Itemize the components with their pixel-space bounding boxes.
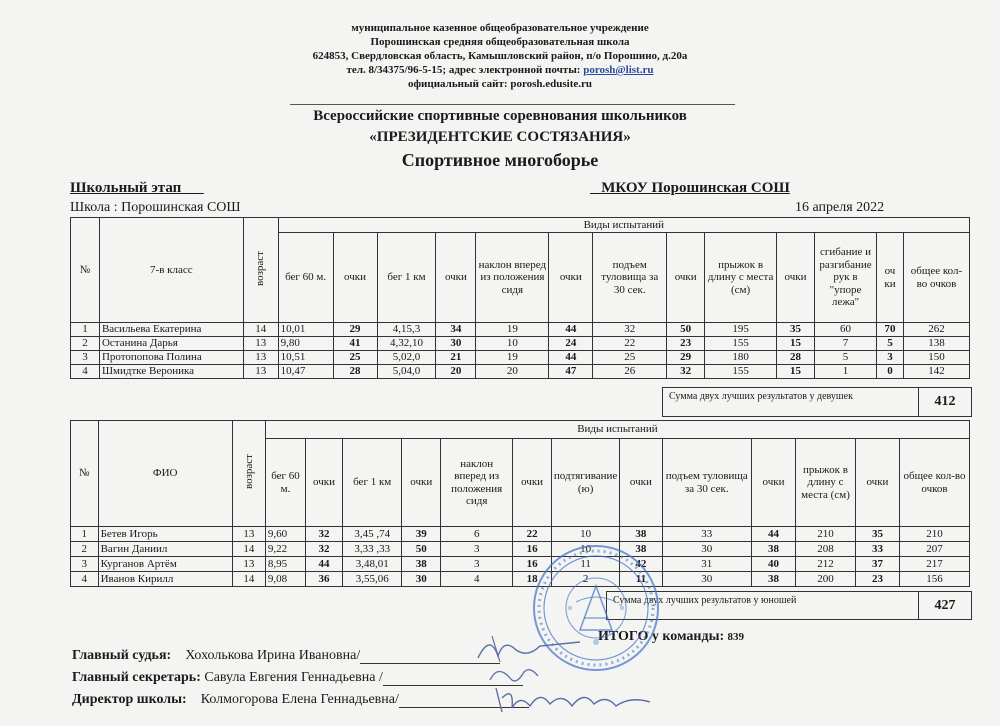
girls-col-header: оч ки: [877, 233, 904, 323]
cell-p3: 18: [513, 572, 552, 587]
table-row: [71, 337, 970, 351]
girls-col-header: бег 1 км: [377, 233, 436, 323]
cell-p6: 33: [855, 542, 899, 557]
director-role: Директор школы:: [72, 692, 187, 707]
cell-p5: 44: [752, 527, 796, 542]
cell-name: Курганов Артём: [98, 557, 232, 572]
girls-col-header: подъем туловища за 30 сек.: [593, 233, 667, 323]
cell-p4: 23: [667, 337, 705, 351]
cell-age: 13: [232, 557, 265, 572]
cell-n: 1: [71, 527, 99, 542]
cell-p5: 40: [752, 557, 796, 572]
girls-col-header: очки: [667, 233, 705, 323]
cell-bend: 19: [476, 351, 549, 365]
boys-col-header: очки: [513, 439, 552, 527]
cell-total: 150: [903, 351, 969, 365]
cell-bend: 6: [441, 527, 513, 542]
cell-p2: 39: [402, 527, 441, 542]
title-event: «ПРЕЗИДЕНТСКИЕ СОСТЯЗАНИЯ»: [369, 129, 631, 145]
cell-p2: 20: [436, 365, 476, 379]
cell-total: 156: [899, 572, 969, 587]
cell-situps: 25: [593, 351, 667, 365]
girls-col-header: сгибание и разгибание рук в "упоре лежа": [815, 233, 877, 323]
table-row: [71, 527, 970, 542]
cell-jump: 180: [705, 351, 777, 365]
cell-pushups: 1: [815, 365, 877, 379]
cell-total: 138: [903, 337, 969, 351]
org-address: 624853, Свердловская область, Камышловский район, п/о Порошино, д.20а: [312, 50, 688, 62]
team-total-label: ИТОГО у команды:: [598, 629, 725, 644]
cell-p6: 0: [877, 365, 904, 379]
cell-name: Васильева Екатерина: [99, 323, 243, 337]
girls-sum-box: [662, 387, 972, 417]
cell-bend: 4: [441, 572, 513, 587]
cell-p3: 22: [513, 527, 552, 542]
cell-p3: 47: [549, 365, 593, 379]
cell-n: 1: [71, 323, 100, 337]
school-line: Школа : Порошинская СОШ: [70, 200, 241, 215]
cell-p2: 38: [402, 557, 441, 572]
boys-col-header: очки: [620, 439, 662, 527]
org-site: официальный сайт: porosh.edusite.ru: [407, 78, 593, 90]
tests-group-header: Виды испытаний: [265, 421, 969, 439]
cell-n: 4: [71, 365, 100, 379]
col-num: №: [71, 218, 100, 323]
email-link[interactable]: porosh@list.ru: [583, 64, 654, 76]
cell-p5: 38: [752, 542, 796, 557]
cell-pullups: 10: [551, 527, 619, 542]
girls-col-header: бег 60 м.: [278, 233, 333, 323]
cell-p4: 38: [620, 527, 662, 542]
cell-run60: 8,95: [265, 557, 305, 572]
cell-run1k: 3,45 ,74: [342, 527, 402, 542]
cell-p1: 29: [333, 323, 377, 337]
cell-run1k: 5,02,0: [377, 351, 436, 365]
cell-p2: 21: [436, 351, 476, 365]
stage-label: Школьный этап: [70, 180, 182, 196]
cell-run60: 10,01: [278, 323, 333, 337]
cell-age: 14: [232, 542, 265, 557]
boys-col-header: подъем туловища за 30 сек.: [662, 439, 751, 527]
cell-pullups: 10: [551, 542, 619, 557]
cell-situps: 30: [662, 572, 751, 587]
cell-total: 207: [899, 542, 969, 557]
cell-age: 13: [243, 351, 278, 365]
cell-p6: 3: [877, 351, 904, 365]
cell-name: Протопопова Полина: [99, 351, 243, 365]
girls-results-table: [70, 217, 970, 379]
cell-run1k: 3,33 ,33: [342, 542, 402, 557]
cell-age: 13: [243, 365, 278, 379]
cell-n: 2: [71, 337, 100, 351]
cell-run60: 10,47: [278, 365, 333, 379]
boys-col-header: подтягивание (ю): [551, 439, 619, 527]
cell-name: Иванов Кирилл: [98, 572, 232, 587]
girls-col-header: очки: [333, 233, 377, 323]
boys-col-header: наклон вперед из положения сидя: [441, 439, 513, 527]
cell-n: 4: [71, 572, 99, 587]
cell-run1k: 4,32,10: [377, 337, 436, 351]
cell-p6: 5: [877, 337, 904, 351]
cell-p6: 37: [855, 557, 899, 572]
girls-sum-label: Сумма двух лучших результатов у девушек: [669, 391, 853, 402]
cell-p5: 15: [777, 365, 815, 379]
cell-p1: 32: [306, 527, 343, 542]
cell-n: 3: [71, 351, 100, 365]
boys-col-header: очки: [752, 439, 796, 527]
col-age: возраст: [243, 218, 278, 323]
judge-name: Хохолькова Ирина Ивановна/: [185, 648, 361, 663]
cell-p1: 28: [333, 365, 377, 379]
title-competition: Всероссийские спортивные соревнования школьников: [313, 108, 687, 124]
col-fio: ФИО: [98, 421, 232, 527]
event-date: 16 апреля 2022: [795, 200, 885, 215]
cell-pullups: 11: [551, 557, 619, 572]
cell-jump: 195: [705, 323, 777, 337]
contacts-prefix: тел. 8/34375/96-5-15; адрес электронной почты:: [346, 64, 584, 76]
cell-p5: 38: [752, 572, 796, 587]
cell-age: 13: [232, 527, 265, 542]
cell-p3: 16: [513, 557, 552, 572]
boys-col-header: бег 60 м.: [265, 439, 305, 527]
judge-role: Главный судья:: [72, 648, 172, 663]
table-row: [71, 572, 970, 587]
cell-p1: 32: [306, 542, 343, 557]
cell-pushups: 7: [815, 337, 877, 351]
org-line-2: Порошинская средняя общеобразовательная школа: [370, 36, 630, 48]
col-class: 7-в класс: [99, 218, 243, 323]
cell-bend: 3: [441, 557, 513, 572]
cell-p3: 44: [549, 351, 593, 365]
cell-jump: 212: [796, 557, 856, 572]
cell-p5: 35: [777, 323, 815, 337]
girls-col-header: наклон вперед из положения сидя: [476, 233, 549, 323]
cell-jump: 210: [796, 527, 856, 542]
cell-p3: 24: [549, 337, 593, 351]
cell-p2: 34: [436, 323, 476, 337]
cell-p4: 42: [620, 557, 662, 572]
secretary-name: Савула Евгения Геннадьевна /: [204, 670, 383, 685]
cell-total: 142: [903, 365, 969, 379]
girls-col-header: прыжок в длину с места (см): [705, 233, 777, 323]
cell-bend: 19: [476, 323, 549, 337]
cell-p4: 29: [667, 351, 705, 365]
director-name: Колмогорова Елена Геннадьевна/: [200, 692, 399, 707]
judge-signature-line: [72, 648, 500, 664]
tests-group-header: Виды испытаний: [278, 218, 969, 233]
cell-p6: 35: [855, 527, 899, 542]
cell-pushups: 60: [815, 323, 877, 337]
cell-situps: 22: [593, 337, 667, 351]
cell-bend: 20: [476, 365, 549, 379]
cell-situps: 26: [593, 365, 667, 379]
secretary-signature-line: [72, 670, 523, 686]
boys-col-header: прыжок в длину с места (см): [796, 439, 856, 527]
boys-col-header: общее кол-во очков: [899, 439, 969, 527]
boys-results-table: [70, 420, 970, 587]
cell-jump: 200: [796, 572, 856, 587]
table-row: [71, 323, 970, 337]
school-short: МКОУ Порошинская СОШ: [601, 180, 790, 196]
cell-p1: 36: [306, 572, 343, 587]
table-row: [71, 557, 970, 572]
cell-run1k: 3,48,01: [342, 557, 402, 572]
cell-bend: 10: [476, 337, 549, 351]
title-discipline: Спортивное многоборье: [401, 150, 599, 170]
cell-total: 217: [899, 557, 969, 572]
cell-n: 2: [71, 542, 99, 557]
boys-col-header: очки: [306, 439, 343, 527]
girls-col-header: очки: [436, 233, 476, 323]
cell-p5: 28: [777, 351, 815, 365]
cell-run1k: 5,04,0: [377, 365, 436, 379]
cell-name: Бетев Игорь: [98, 527, 232, 542]
cell-pushups: 5: [815, 351, 877, 365]
cell-name: Останина Дарья: [99, 337, 243, 351]
cell-p2: 30: [436, 337, 476, 351]
secretary-role: Главный секретарь:: [72, 670, 201, 685]
cell-p6: 23: [855, 572, 899, 587]
cell-situps: 30: [662, 542, 751, 557]
cell-jump: 208: [796, 542, 856, 557]
col-num: №: [71, 421, 99, 527]
cell-p5: 15: [777, 337, 815, 351]
cell-jump: 155: [705, 365, 777, 379]
girls-col-header: общее кол-во очков: [903, 233, 969, 323]
cell-situps: 32: [593, 323, 667, 337]
cell-p1: 25: [333, 351, 377, 365]
cell-run60: 9,80: [278, 337, 333, 351]
cell-total: 210: [899, 527, 969, 542]
cell-run1k: 3,55,06: [342, 572, 402, 587]
boys-sum-label: Сумма двух лучших результатов у юношей: [613, 595, 797, 606]
cell-run60: 10,51: [278, 351, 333, 365]
cell-p2: 30: [402, 572, 441, 587]
cell-p4: 32: [667, 365, 705, 379]
cell-age: 14: [243, 323, 278, 337]
cell-p4: 38: [620, 542, 662, 557]
cell-run1k: 4,15,3: [377, 323, 436, 337]
girls-sum-value: 412: [918, 388, 971, 416]
cell-age: 14: [232, 572, 265, 587]
cell-name: Шмидтке Вероника: [99, 365, 243, 379]
cell-p3: 44: [549, 323, 593, 337]
boys-col-header: очки: [402, 439, 441, 527]
cell-p6: 70: [877, 323, 904, 337]
cell-run60: 9,60: [265, 527, 305, 542]
header-divider: [290, 104, 735, 105]
boys-col-header: очки: [855, 439, 899, 527]
cell-p3: 16: [513, 542, 552, 557]
cell-bend: 3: [441, 542, 513, 557]
cell-p1: 41: [333, 337, 377, 351]
cell-jump: 155: [705, 337, 777, 351]
table-row: [71, 365, 970, 379]
team-total-value: 839: [727, 631, 744, 643]
boys-sum-value: 427: [918, 592, 971, 619]
table-row: [71, 542, 970, 557]
org-contacts: [0, 64, 1000, 78]
cell-p4: 11: [620, 572, 662, 587]
girls-col-header: очки: [777, 233, 815, 323]
col-age: возраст: [232, 421, 265, 527]
cell-situps: 31: [662, 557, 751, 572]
director-signature-line: [72, 692, 529, 708]
cell-total: 262: [903, 323, 969, 337]
cell-run60: 9,22: [265, 542, 305, 557]
cell-age: 13: [243, 337, 278, 351]
cell-run60: 9,08: [265, 572, 305, 587]
cell-situps: 33: [662, 527, 751, 542]
girls-col-header: очки: [549, 233, 593, 323]
cell-name: Вагин Даниил: [98, 542, 232, 557]
org-line-1: муниципальное казенное общеобразовательное учреждение: [351, 22, 649, 34]
boys-col-header: бег 1 км: [342, 439, 402, 527]
director-handwritten-signature-icon: [490, 680, 660, 720]
cell-p2: 50: [402, 542, 441, 557]
table-row: [71, 351, 970, 365]
cell-p4: 50: [667, 323, 705, 337]
cell-pullups: 2: [551, 572, 619, 587]
cell-n: 3: [71, 557, 99, 572]
cell-p1: 44: [306, 557, 343, 572]
